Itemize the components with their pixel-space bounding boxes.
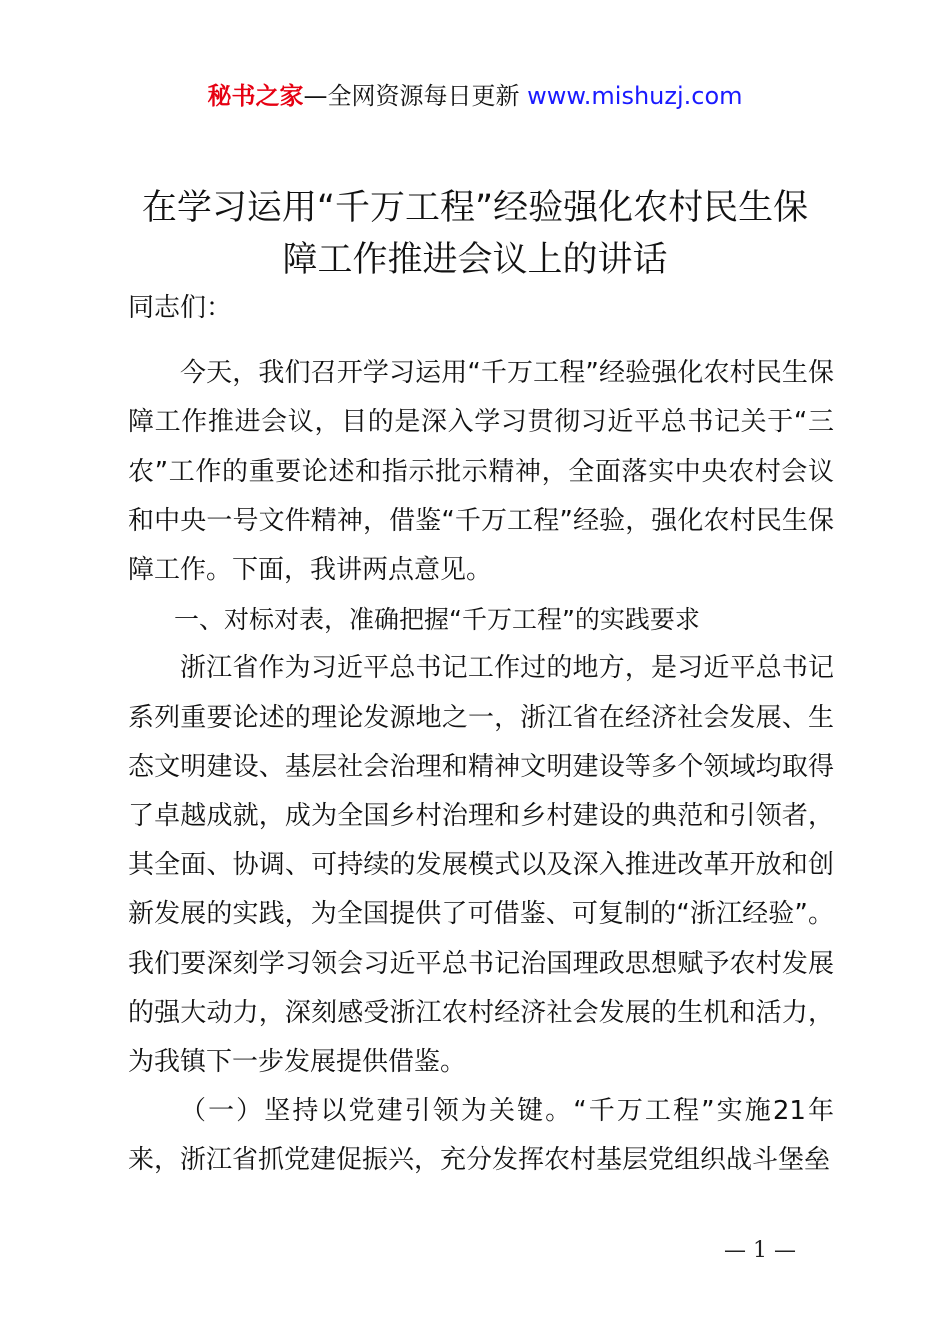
document-body [128,284,834,1186]
section-heading-1: 一、对标对表，准确把握“千万工程”的实践要求 [174,605,700,635]
site-header [0,80,950,112]
site-url-link[interactable]: www.mishuzj.com [527,82,743,110]
salutation: 同志们： [128,293,233,323]
header-tagline: —全网资源每日更新 [303,82,528,110]
body-paragraph: 浙江省作为习近平总书记工作过的地方，是习近平总书记系列重要论述的理论发源地之一，浙江省在经济社会发展、生态文明建设、基层社会治理和精神文明建设等多个领域均取得了卓越成就，成为全国乡村治理和乡村建设的典范和引领者，其全面、协调、可持续的发展模式以及深入推进改革开放和创新发展的实践，为全国提供了可借鉴、可复制的“浙江经验”。我们要深刻学习领会习近平总书记治国理政思想赋予农村发展的强大动力，深刻感受浙江农村经济社会发展的生机和活力，为我镇下一步发展提供借鉴。 [128,653,834,1078]
brand-name: 秘书之家 [207,82,304,110]
page-number: — 1 — [724,1238,796,1263]
intro-paragraph: 今天，我们召开学习运用“千万工程”经验强化农村民生保障工作推进会议，目的是深入学习贯彻习近平总书记关于“三农”工作的重要论述和指示批示精神，全面落实中央农村会议和中央一号文件精神，借鉴“千万工程”经验，强化农村民生保障工作。下面，我讲两点意见。 [128,358,834,586]
title-line-2: 障工作推进会议上的讲话 [282,240,668,280]
document-title [80,182,870,286]
title-line-1: 在学习运用“千万工程”经验强化农村民生保 [141,188,809,228]
subsection-paragraph: （一）坚持以党建引领为关键。“千万工程”实施21年来，浙江省抓党建促振兴，充分发挥农村基层党组织战斗堡垒 [128,1096,834,1176]
